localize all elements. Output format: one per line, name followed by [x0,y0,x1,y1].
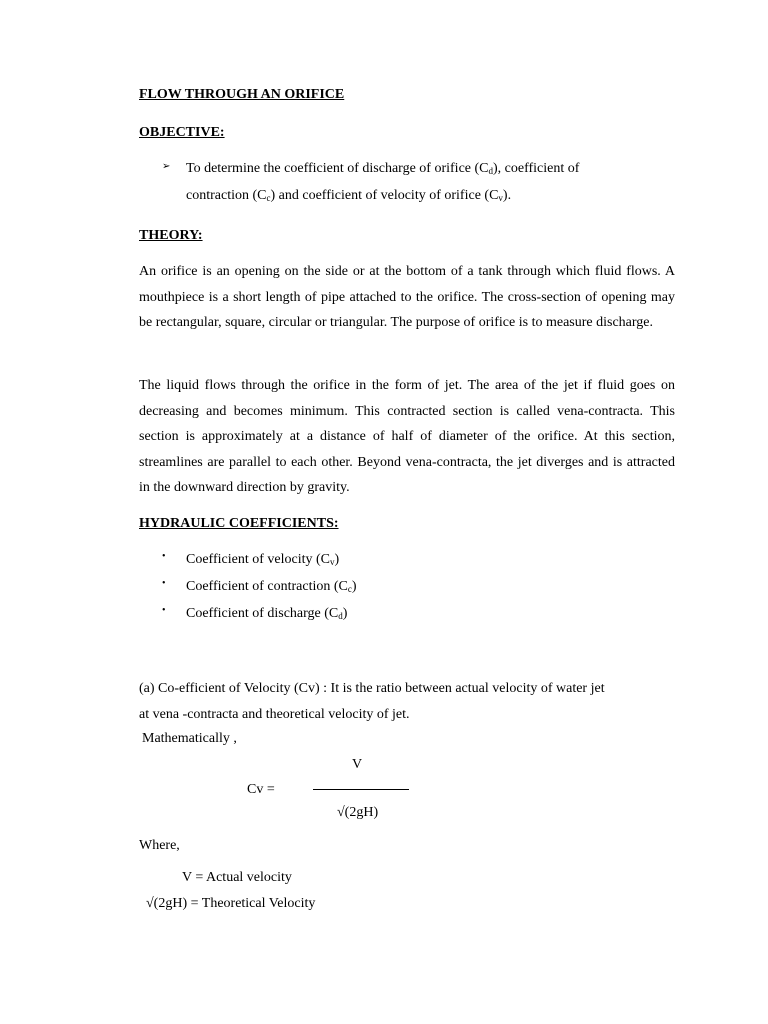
definition-actual-velocity: V = Actual velocity [182,870,292,885]
arrow-bullet-icon: ➢ [162,161,171,172]
theory-paragraph-1: An orifice is an opening on the side or at the bottom of a tank through which fluid flows. A mouthpiece is a short length of pipe attached to the orifice. The cross-section of opening may be rectangular, square, circular or triangular. The purpose of orifice is to measure discharge. [139,264,675,331]
dot-bullet-icon: • [162,605,166,616]
formula-denominator: √(2gH) [337,805,379,820]
velocity-definition-line-2: at vena -contracta and theoretical velocity of jet. [139,707,410,722]
hydraulic-heading: HYDRAULIC COEFFICIENTS: [139,516,339,531]
formula-lhs: Cv = [247,782,275,797]
theory-paragraph-2: The liquid flows through the orifice in the form of jet. The area of the jet if fluid goes on decreasing and becomes minimum. This contracted section is called vena-contracta. This section is approximately at a distance of half of diameter of the orifice. At this section, streamlines are parallel to each other. Beyond vena-contracta, the jet diverges and is attracted in the downward direction by gravity. [139,378,675,496]
hydraulic-item-contraction: Coefficient of contraction $(C_c)$ [186,579,357,594]
formula-numerator: V [352,757,363,772]
mathematically-label: Mathematically , [142,731,237,746]
hydraulic-item-velocity: Coefficient of velocity $(C_v)$ [186,552,340,567]
objective-heading: OBJECTIVE: [139,125,225,140]
where-label: Where, [139,838,180,853]
dot-bullet-icon: • [162,551,166,562]
fraction-bar [313,789,409,790]
theory-heading: THEORY: [139,228,203,243]
definition-theoretical-velocity: √(2gH) = Theoretical Velocity [146,896,316,911]
document-title: FLOW THROUGH AN ORIFICE [139,87,345,102]
velocity-definition-line-1: (a) Co-efficient of Velocity (Cv) : It is the ratio between actual velocity of water jet [139,681,605,696]
hydraulic-item-discharge: Coefficient of discharge $(C_d)$ [186,606,348,621]
objective-line-1: To determine the coefficient of discharge of orifice $(C_d)$, coefficient of [186,161,580,176]
dot-bullet-icon: • [162,578,166,589]
objective-line-2: contraction $(C_c)$ and coefficient of velocity of orifice $(C_v)$. [186,188,512,203]
